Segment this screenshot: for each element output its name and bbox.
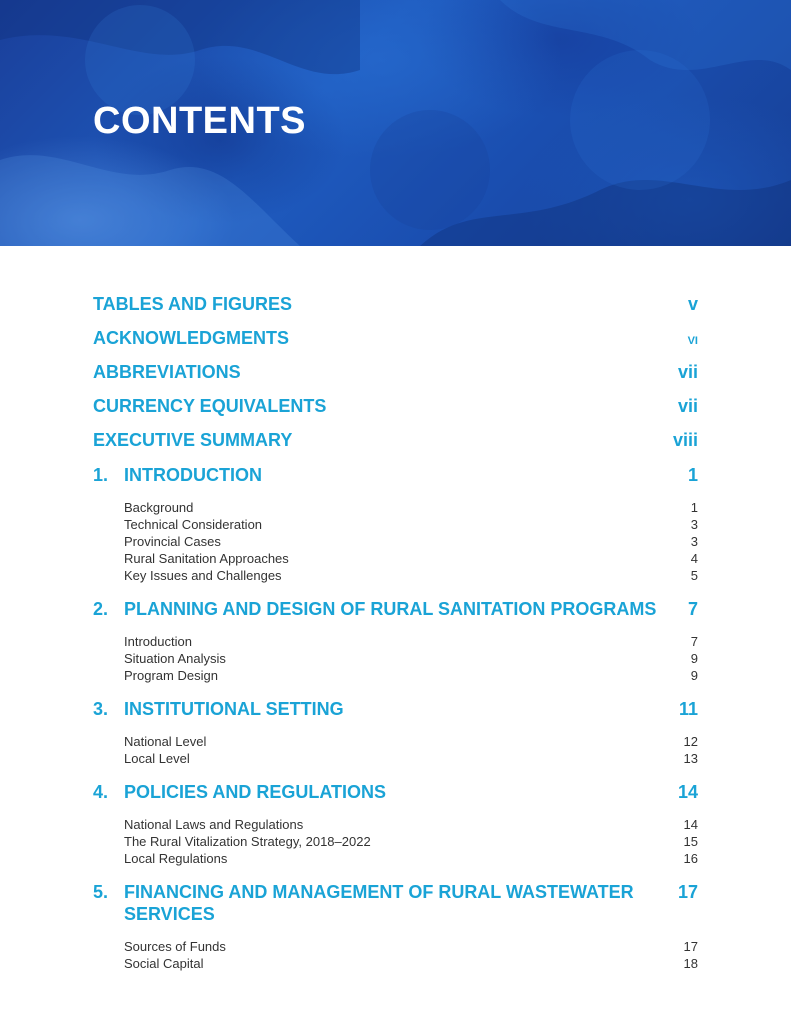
section-title: Situation Analysis (124, 651, 226, 666)
chapter-page: 17 (677, 882, 698, 902)
section-page: 7 (690, 634, 698, 649)
chapter-page: 7 (687, 599, 698, 619)
section-title: National Laws and Regulations (124, 817, 304, 832)
toc-section[interactable] (124, 567, 698, 584)
toc-chapter-heading[interactable] (93, 598, 698, 620)
chapter-number: 1. (93, 465, 109, 485)
toc-chapter-heading[interactable] (93, 698, 698, 720)
section-page: 1 (690, 500, 698, 515)
chapter-title: INSTITUTIONAL SETTING (124, 699, 344, 719)
header-banner (0, 0, 791, 246)
toc-entry-title: ABBREVIATIONS (93, 362, 241, 382)
section-title: Technical Consideration (124, 517, 263, 532)
toc-section[interactable] (124, 667, 698, 684)
toc-entry-page: VI (687, 335, 698, 347)
toc-section[interactable] (124, 499, 698, 516)
section-page: 17 (683, 939, 698, 954)
chapter-title: INTRODUCTION (124, 465, 262, 485)
chapter-sections (124, 733, 698, 767)
chapter-number: 2. (93, 599, 109, 619)
section-page: 16 (683, 851, 698, 866)
chapter-number: 3. (93, 699, 109, 719)
toc-section[interactable] (124, 733, 698, 750)
toc-entry[interactable] (93, 362, 698, 396)
section-page: 3 (690, 534, 698, 549)
toc-section[interactable] (124, 833, 698, 850)
toc-entry-title: ACKNOWLEDGMENTS (93, 328, 289, 348)
section-title: Social Capital (124, 956, 204, 971)
toc-entry[interactable] (93, 430, 698, 464)
section-page: 4 (690, 551, 698, 566)
section-page: 3 (690, 517, 698, 532)
chapter-sections (124, 816, 698, 867)
section-page: 5 (690, 568, 698, 583)
section-page: 13 (683, 751, 698, 766)
section-page: 9 (690, 668, 698, 683)
section-page: 9 (690, 651, 698, 666)
toc-chapter (93, 781, 698, 867)
section-title: Provincial Cases (124, 534, 221, 549)
toc-entry-title: CURRENCY EQUIVALENTS (93, 396, 327, 416)
section-title: Rural Sanitation Approaches (124, 551, 289, 566)
section-title: Local Level (124, 751, 190, 766)
toc-chapter (93, 464, 698, 584)
toc-chapter-heading[interactable] (93, 781, 698, 803)
section-title: Sources of Funds (124, 939, 226, 954)
section-title: National Level (124, 734, 207, 749)
chapter-title: PLANNING AND DESIGN OF RURAL SANITATION PROGRAMS (124, 599, 657, 619)
toc-section[interactable] (124, 816, 698, 833)
toc-section[interactable] (124, 516, 698, 533)
section-page: 14 (683, 817, 698, 832)
section-page: 15 (683, 834, 698, 849)
chapter-sections (124, 633, 698, 684)
toc-entry[interactable] (93, 396, 698, 430)
toc-section[interactable] (124, 750, 698, 767)
chapter-title: POLICIES AND REGULATIONS (124, 782, 387, 802)
chapter-number: 4. (93, 782, 109, 802)
section-title: Program Design (124, 668, 218, 683)
section-title: Local Regulations (124, 851, 228, 866)
toc-section[interactable] (124, 633, 698, 650)
section-page: 18 (683, 956, 698, 971)
toc-entry-page: vii (677, 362, 698, 382)
chapter-number: 5. (93, 882, 109, 902)
toc-entry[interactable] (93, 328, 698, 362)
section-title: Background (124, 500, 194, 515)
chapter-sections (124, 499, 698, 584)
toc-section[interactable] (124, 650, 698, 667)
page-title: CONTENTS (93, 100, 306, 142)
section-title: Key Issues and Challenges (124, 568, 282, 583)
toc-entry-page: vii (677, 396, 698, 416)
section-page: 12 (683, 734, 698, 749)
chapter-sections (124, 938, 698, 972)
toc-chapter-heading[interactable] (93, 881, 698, 925)
toc-entry-title: TABLES AND FIGURES (93, 294, 293, 314)
toc-chapter (93, 698, 698, 767)
section-title: The Rural Vitalization Strategy, 2018–2022 (124, 834, 371, 849)
toc-section[interactable] (124, 938, 698, 955)
chapter-page: 1 (687, 465, 698, 485)
toc-chapter (93, 881, 698, 972)
toc-chapter-heading[interactable] (93, 464, 698, 486)
chapter-page: 14 (677, 782, 698, 802)
toc-entry-page: viii (672, 430, 698, 450)
toc-section[interactable] (124, 955, 698, 972)
toc-entry[interactable] (93, 294, 698, 328)
toc-entry-page: v (687, 294, 698, 314)
toc-section[interactable] (124, 550, 698, 567)
toc-section[interactable] (124, 850, 698, 867)
section-title: Introduction (124, 634, 192, 649)
table-of-contents (93, 294, 698, 986)
toc-entry-title: EXECUTIVE SUMMARY (93, 430, 293, 450)
toc-chapter (93, 598, 698, 684)
toc-section[interactable] (124, 533, 698, 550)
chapter-page: 11 (678, 699, 698, 719)
chapter-title: FINANCING AND MANAGEMENT OF RURAL WASTEWATER SERVICES (124, 882, 634, 924)
